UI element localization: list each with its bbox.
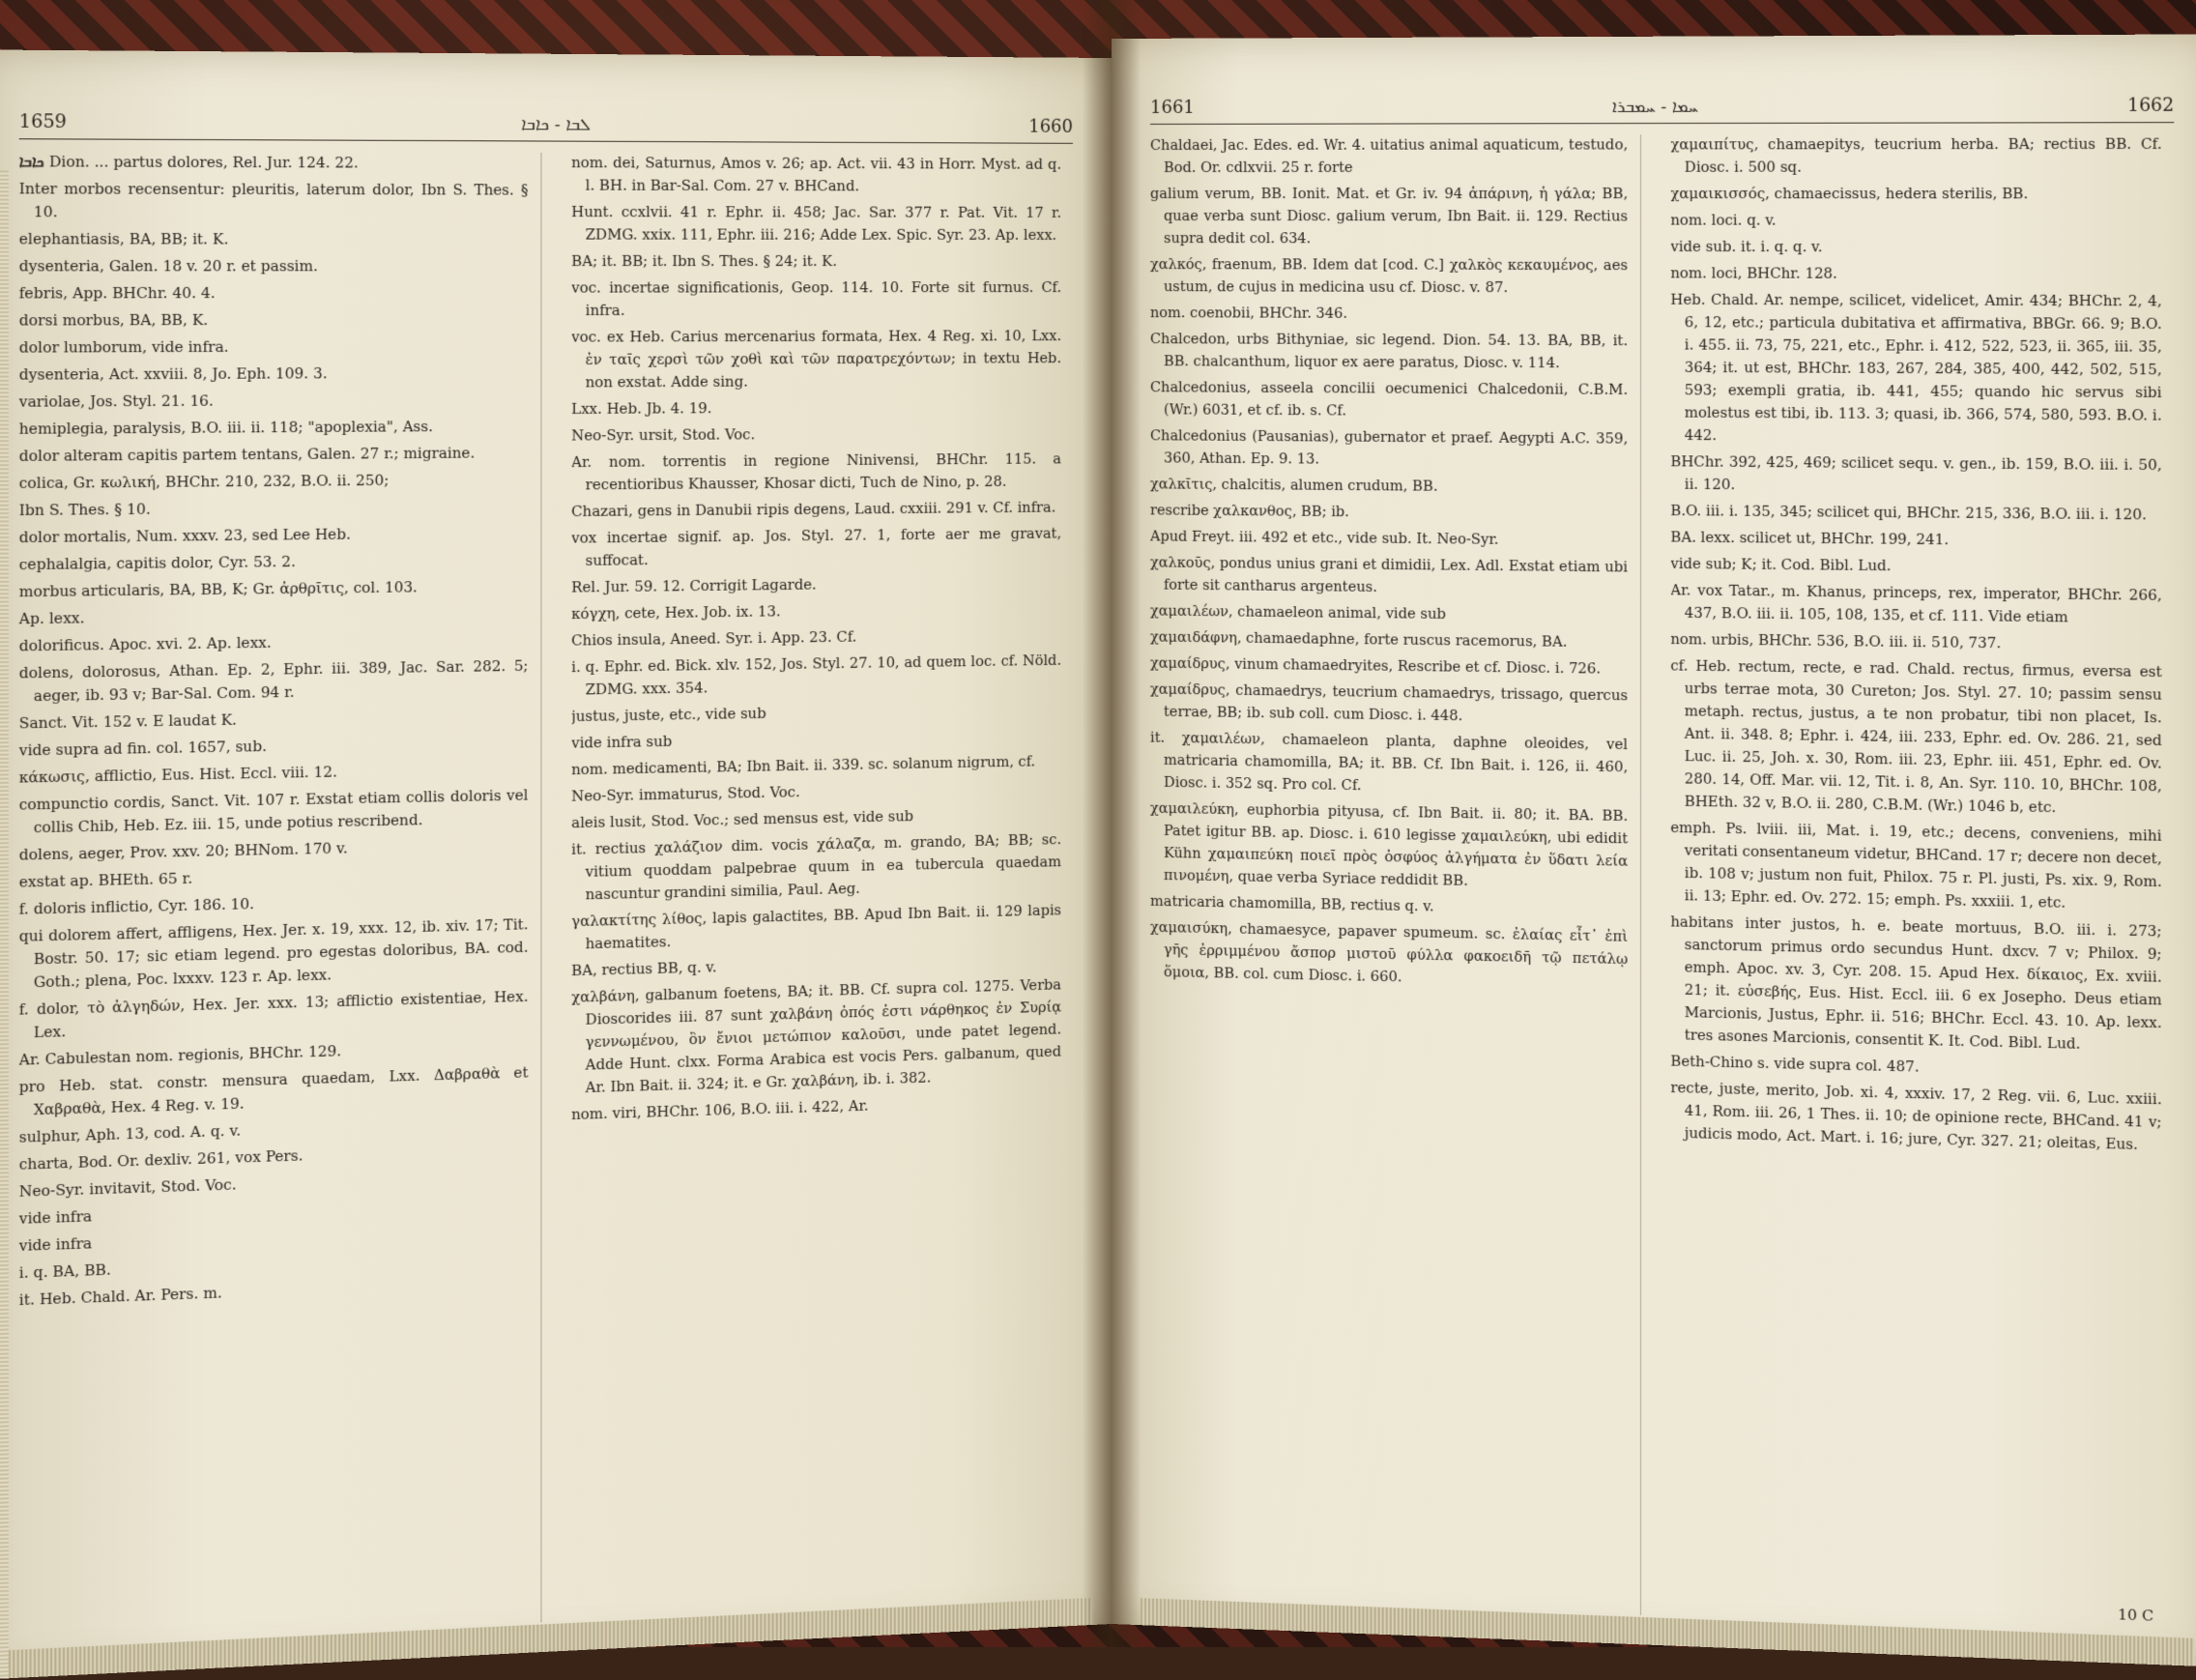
- dictionary-entry: [1150, 329, 1628, 376]
- dictionary-entry: [1670, 580, 2161, 631]
- dictionary-entry: [19, 706, 529, 737]
- dictionary-entry: [19, 282, 529, 305]
- column: [1670, 133, 2174, 1635]
- dictionary-entry: [1670, 818, 2161, 917]
- dictionary-entry: [1150, 254, 1628, 301]
- entry-text: χαμαικισσός, chamaecissus, hedera sterilis, BB.: [1670, 187, 2029, 203]
- dictionary-entry: [19, 309, 529, 333]
- dictionary-entry: [19, 987, 529, 1046]
- entry-text: Neo-Syr. immaturus, Stod. Voc.: [571, 785, 800, 805]
- entry-text: Hunt. ccxlvii. 41 r. Ephr. ii. 458; Jac. Sar. 377 r. Pat. Vit. 17 r. ZDMG. xxix. 111, Ephr. iii. 216; Adde Lex. Spic. Syr. 23. Ap. lexx.: [571, 204, 1062, 244]
- dictionary-entry: [1670, 912, 2161, 1058]
- entry-text: Inter morbos recensentur: pleuritis, laterum dolor, Ibn S. Thes. § 10.: [18, 181, 529, 221]
- dictionary-entry: [1670, 237, 2161, 260]
- entry-text: Neo-Syr. ursit, Stod. Voc.: [571, 427, 756, 445]
- column: [19, 151, 541, 1648]
- dictionary-entry: [19, 496, 529, 523]
- entry-text: Apud Freyt. iii. 492 et etc., vide sub. It. Neo-Syr.: [1149, 529, 1499, 548]
- entry-text: Sanct. Vit. 152 v. E laudat K.: [18, 712, 237, 733]
- dictionary-entry: [1670, 184, 2161, 207]
- dictionary-entry: [1150, 474, 1628, 500]
- entry-text: it. Heb. Chald. Ar. Pers. m.: [18, 1286, 222, 1310]
- entry-text: Neo-Syr. invitavit, Stod. Voc.: [18, 1177, 237, 1201]
- dictionary-entry: [1150, 134, 1628, 180]
- entry-text: justus, juste, etc., vide sub: [571, 706, 766, 726]
- dictionary-entry: [19, 732, 529, 764]
- dictionary-entry: [571, 396, 1061, 421]
- dictionary-entry: [571, 277, 1061, 323]
- page-edges: [0, 170, 9, 1680]
- dictionary-entry: [1670, 263, 2161, 287]
- entry-text: sulphur, Aph. 13, cod. A. q. v.: [18, 1123, 242, 1146]
- entry-text: febris, App. BHChr. 40. 4.: [18, 285, 216, 303]
- dictionary-entry: [571, 326, 1061, 395]
- entry-text: χαμαιπίτυς, chamaepitys, teucrium herba. BA; rectius BB. Cf. Diosc. i. 500 sq.: [1670, 136, 2162, 176]
- page-number: 1661: [1149, 97, 1195, 118]
- entry-text: vide infra: [18, 1208, 93, 1229]
- entry-text: Ar. vox Tatar., m. Khanus, princeps, rex, imperator, BHChr. 266, 437, B.O. iii. ii. 105, 108, 135, et cf. 111. Vide etiam: [1670, 583, 2162, 626]
- dictionary-entry: [1150, 600, 1628, 628]
- entry-text: Ibn S. Thes. § 10.: [18, 502, 151, 520]
- dictionary-entry: [1670, 210, 2161, 233]
- entry-text: vide infra sub: [571, 734, 673, 752]
- entry-text: nom. loci, BHChr. 128.: [1670, 266, 1837, 282]
- dictionary-entry: [19, 443, 529, 469]
- entry-text: dysenteria, Galen. 18 v. 20 r. et passim.: [18, 258, 318, 275]
- entry-text: BA; it. BB; it. Ibn S. Thes. § 24; it. K.: [571, 253, 837, 271]
- dictionary-entry: [571, 624, 1061, 653]
- entry-text: dolor mortalis, Num. xxxv. 23, sed Lee Heb.: [18, 527, 351, 547]
- entry-text: Chios insula, Aneed. Syr. i. App. 23. Cf.: [571, 629, 857, 650]
- dictionary-entry: [19, 229, 529, 252]
- entry-text: vide sub; K; it. Cod. Bibl. Lud.: [1670, 556, 1892, 575]
- entry-text: Chazari, gens in Danubii ripis degens, Laud. cxxiii. 291 v. Cf. infra.: [571, 500, 1056, 521]
- page-number: 1660: [1028, 116, 1074, 137]
- signature-mark: 10 C: [2117, 1605, 2154, 1625]
- entry-text: nom. viri, BHChr. 106, B.O. iii. i. 422, Ar.: [571, 1098, 869, 1124]
- dictionary-entry: [571, 202, 1061, 247]
- dictionary-entry: [571, 153, 1061, 199]
- entry-text: voc. ex Heb. Carius mercenarius formata, Hex. 4 Reg. xi. 10, Lxx. ἐν ταῖς χερσὶ τῶν χοθὶ καὶ τῶν παρατρεχόντων; in textu Heb. non exstat. Adde sing.: [571, 329, 1062, 391]
- entry-text: matricaria chamomilla, BB, rectius q. v.: [1149, 893, 1434, 915]
- dictionary-entry: [1150, 552, 1628, 602]
- entry-text: χαμαίδρυς, vinum chamaedryites, Rescribe et cf. Diosc. i. 726.: [1149, 655, 1602, 678]
- entry-text: χαλβάνη, galbanum foetens, BA; it. BB. Cf. supra col. 1275. Verba Dioscorides iii. 87 sunt χαλβάνη ὀπός ἐστι νάρθηκος ἐν Συρίᾳ γεννωμένου, ὃν ἔνιοι μετώπιον καλοῦσι, unde patet legend. Adde Hunt. clxx. Forma Arabica est vocis Pers. galbanum, qued Ar. Ibn Bait. ii. 324; it. e Gr. χαλβάνη, ib. i. 382.: [571, 977, 1062, 1097]
- entry-text: Dion. ... partus dolores, Rel. Jur. 124. 22.: [48, 154, 359, 172]
- entry-text: κάκωσις, afflictio, Eus. Hist. Eccl. viii. 12.: [18, 765, 337, 787]
- entry-text: dolens, dolorosus, Athan. Ep. 2, Ephr. iii. 389, Jac. Sar. 282. 5; aeger, ib. 93 v; Bar-Sal. Com. 94 r.: [18, 658, 529, 706]
- right-page-columns: [1150, 133, 2174, 1635]
- entry-text: i. q. BA, BB.: [18, 1262, 111, 1283]
- entry-text: it. rectius χαλάζιον dim. vocis χάλαζα, m. grando, BA; BB; sc. vitium quoddam palpebrae quum in ea tubercula quaedam nascuntur grandini similia, Paul. Aeg.: [571, 832, 1062, 904]
- entry-text: nom. coenobii, BHChr. 346.: [1149, 305, 1348, 322]
- dictionary-entry: [571, 651, 1061, 703]
- entry-text: galium verum, BB. Ionit. Mat. et Gr. iv. 94 ἀπάρινη, ἡ γάλα; BB, quae verba sunt Diosc. galium verum, Ibn Bait. ii. 129. Rectius supra dedit col. 634.: [1149, 187, 1629, 247]
- entry-text: dolorificus. Apoc. xvi. 2. Ap. lexx.: [18, 635, 272, 655]
- dictionary-entry: [19, 416, 529, 442]
- column: [571, 153, 1073, 1621]
- entry-text: κόγχη, cete, Hex. Job. ix. 13.: [571, 604, 781, 623]
- dictionary-entry: [1670, 554, 2161, 582]
- entry-text: nom. medicamenti, BA; Ibn Bait. ii. 339. sc. solanum nigrum, cf.: [571, 754, 1036, 779]
- entry-text: emph. Ps. lviii. iii, Mat. i. 19, etc.; decens, conveniens, mihi veritati consentaneum videtur, BHCand. 17 r; decere non decet, ib. 108 v; justum non fuit, Philox. 75 r. Pl. justi, Ps. xix. 9, Rom. ii. 13; Ephr. ed. Ov. 272. 15; emph. Ps. xxxiii. 1, etc.: [1670, 820, 2162, 912]
- left-page-header: [19, 99, 1073, 144]
- entry-text: Ar. nom. torrentis in regione Ninivensi, BHChr. 115. a recentioribus Khausser, Khosar dicti, Tuch de Nino, p. 28.: [571, 451, 1062, 494]
- entry-text: f. dolor, τὸ ἀλγηδών, Hex. Jer. xxx. 13; afflictio existentiae, Hex. Lex.: [18, 989, 529, 1042]
- dictionary-entry: [571, 497, 1061, 524]
- dictionary-entry: [1150, 303, 1628, 327]
- dictionary-entry: [19, 362, 529, 388]
- entry-text: it. χαμαιλέων, chamaeleon planta, daphne oleoides, vel matricaria chamomilla, BA; it. BB. Cf. Ibn Bait. i. 126, ii. 460, Diosc. i. 352 sq. Pro col. Cf.: [1149, 730, 1629, 795]
- entry-text: B.O. iii. i. 135, 345; scilicet qui, BHChr. 215, 336, B.O. iii. i. 120.: [1670, 503, 2147, 524]
- entry-text: BHChr. 392, 425, 469; scilicet sequ. v. gen., ib. 159, B.O. iii. i. 50, ii. 120.: [1670, 454, 2162, 494]
- entry-text: χαμαισύκη, chamaesyce, papaver spumeum. sc. ἐλαίας εἶτ᾽ ἐπὶ γῆς ἐρριμμένου ἄσπορ μιστοῦ φύλλα φακοειδῆ τῷ πετάλῳ ὅμοια, BB. col. cum Diosc. i. 660.: [1149, 919, 1629, 986]
- entry-text: χαμαιλεύκη, euphorbia pityusa, cf. Ibn Bait. ii. 80; it. BA. BB. Patet igitur BB. ap. Diosc. i. 610 legisse χαμαιλεύκη, ubi edidit Kühn χαμαιπεύκη ποιεῖ πρὸς ὀσφύος ἀλγήματα ἐν ὕδατι λεία πινομένη, quae verba Syriace reddidit BB.: [1149, 800, 1629, 889]
- entry-text: dolor alteram capitis partem tentans, Galen. 27 r.; migraine.: [18, 446, 476, 466]
- dictionary-entry: [1670, 133, 2161, 179]
- entry-text: χαμαίδρυς, chamaedrys, teucrium chamaedrys, trissago, quercus terrae, BB; ib. sub coll. cum Diosc. i. 448.: [1149, 681, 1629, 725]
- dictionary-entry: [1670, 290, 2161, 451]
- dictionary-entry: [19, 785, 529, 841]
- entry-text: elephantiasis, BA, BB; it. K.: [18, 231, 229, 248]
- dictionary-entry: [1150, 728, 1628, 802]
- dictionary-entry: [19, 151, 529, 177]
- dictionary-entry: [1670, 501, 2161, 528]
- left-page: [0, 49, 1112, 1679]
- dictionary-entry: [19, 469, 529, 496]
- right-page: [1112, 34, 2196, 1666]
- page-number: 1659: [18, 111, 67, 133]
- entry-text: Beth-Chino s. vide supra col. 487.: [1670, 1054, 1920, 1076]
- right-page-header: [1150, 82, 2174, 125]
- entry-text: BA, rectius BB, q. v.: [571, 960, 717, 980]
- dictionary-entry: [1150, 184, 1628, 251]
- entry-text: Heb. Chald. Ar. nempe, scilicet, videlicet, Amir. 434; BHChr. 2, 4, 6, 12, etc.; particula dubitativa et affirmativa, BBGr. 66. 9; B.O. i. 455. ii. 73, 75, 221, etc., Ephr. i. 412, 522, 523, ii. 365, iii. 35, 364; it. ut est, BHChr. 183, 267, 284, 385, 400, 442, 502, 515, 593; exempli gratia, ib. 441, 455; quando hic servus sibi molestus est tibi, ib. 113. 3; quasi, ib. 366, 574, 580, 593. B.O. i. 442.: [1670, 292, 2162, 445]
- dictionary-entry: [1150, 653, 1628, 682]
- entry-text: Chaldaei, Jac. Edes. ed. Wr. 4. uitatius animal aquaticum, testudo, Bod. Or. cdlxvii. 25 r. forte: [1149, 137, 1629, 176]
- entry-text: nom. dei, Saturnus, Amos v. 26; ap. Act. vii. 43 in Horr. Myst. ad q. l. BH. in Bar-Sal. Com. 27 v. BHCand.: [571, 155, 1062, 195]
- dictionary-entry: [1670, 1078, 2161, 1158]
- entry-text: recte, juste, merito, Job. xi. 4, xxxiv. 17, 2 Reg. vii. 6, Luc. xxiii. 41, Rom. iii. 26, 1 Thes. ii. 10; de opinione recte, BHCand. 41 v; judicis modo, Act. Mart. i. 16; jure, Cyr. 327. 21; oleitas, Eus.: [1670, 1080, 2162, 1154]
- entry-text: Chalcedonius (Pausanias), gubernator et praef. Aegypti A.C. 359, 360, Athan. Ep. 9. 13.: [1149, 428, 1629, 468]
- entry-text: dysenteria, Act. xxviii. 8, Jo. Eph. 109. 3.: [18, 366, 328, 384]
- entry-text: vox incertae signif. ap. Jos. Styl. 27. 1, forte aer me gravat, suffocat.: [571, 526, 1062, 569]
- entry-text: morbus articularis, BA, BB, K; Gr. ἀρθρῖτις, col. 103.: [18, 580, 418, 601]
- entry-text: Ap. lexx.: [18, 610, 85, 628]
- dictionary-entry: [19, 602, 529, 631]
- dictionary-entry: [1670, 451, 2161, 501]
- dictionary-entry: [571, 699, 1061, 729]
- left-page-columns: [19, 151, 1073, 1648]
- dictionary-entry: [19, 179, 529, 225]
- entry-text: Ar. Cabulestan nom. regionis, BHChr. 129.: [18, 1043, 342, 1069]
- dictionary-entry: [571, 598, 1061, 627]
- entry-text: Chalcedonius, asseela concilii oecumenici Chalcedonii, C.B.M. (Wr.) 6031, et cf. ib. s. Cf.: [1149, 380, 1629, 420]
- dictionary-entry: [19, 576, 529, 605]
- dictionary-entry: [19, 629, 529, 659]
- entry-text: Chalcedon, urbs Bithyniae, sic legend. Dion. 54. 13. BA, BB, it. BB. chalcanthum, liquor ex aere paratus, Diosc. v. 114.: [1149, 332, 1629, 372]
- dictionary-entry: [571, 974, 1061, 1100]
- dictionary-entry: [571, 572, 1061, 600]
- entry-text: vide sub. it. i. q. q. v.: [1670, 239, 1823, 256]
- entry-headword: ܟܐܒܐ: [18, 153, 49, 171]
- entry-text: charta, Bod. Or. dexliv. 261, vox Pers.: [18, 1148, 303, 1173]
- book-spine: [1083, 0, 1141, 1647]
- dictionary-entry: [1670, 527, 2161, 554]
- dictionary-entry: [19, 523, 529, 551]
- entry-text: variolae, Jos. Styl. 21. 16.: [18, 393, 214, 411]
- dictionary-entry: [571, 900, 1061, 957]
- column: [1150, 134, 1641, 1615]
- entry-text: f. doloris inflictio, Cyr. 186. 10.: [18, 896, 255, 918]
- entry-text: pro Heb. stat. constr. mensura quaedam, Lxx. Δαβραθὰ et Χαβραθὰ, Hex. 4 Reg. v. 19.: [18, 1065, 529, 1119]
- entry-text: cf. Heb. rectum, recte, e rad. Chald. rectus, firmus, eversa est urbs terrae mota, 30 Cureton; Jos. Styl. 27. 10; passim sensu metaph. rectus, justus, a te non probatur, tibi non placet, Is. Ant. ii. 348. 8; Ephr. i. 424, iii. 233, Ephr. ed. Ov. 286. 21, sed Luc. ii. 25, Joh. x. 30, Rom. iii. 23, Ephr. iii. 451, Ephr. ed. Ov. 280. 14, Off. Mar. vii. 12, Tit. i. 8, An. Syr. 110. 10, BHChr. 108, BHEth. 32 v, B.O. ii. 280, C.B.M. (Wr.) 1046 b, etc.: [1670, 658, 2162, 817]
- entry-text: dolor lumborum, vide infra.: [18, 339, 229, 357]
- dictionary-entry: [571, 422, 1061, 448]
- entry-text: qui dolorem affert, affligens, Hex. Jer. x. 19, xxx. 12, ib. xiv. 17; Tit. Bostr. 50. 17; sic etiam legend. pro egestas doloribus, BA. cod. Goth.; plena, Poc. lxxxv. 123 r. Ap. lexx.: [18, 917, 529, 992]
- entry-text: χαλκοῦς, pondus unius grani et dimidii, Lex. Adl. Exstat etiam ubi forte sit cantharus argenteus.: [1149, 555, 1629, 596]
- entry-text: compunctio cordis, Sanct. Vit. 107 r. Exstat etiam collis doloris vel collis Chib, Heb. Ez. iii. 15, unde potius rescribend.: [18, 788, 529, 837]
- entry-text: rescribe χαλκανθος, BB; ib.: [1149, 503, 1349, 521]
- dictionary-entry: [1150, 425, 1628, 474]
- dictionary-entry: [19, 390, 529, 415]
- running-title: ܚܡܐ - ܚܡܒܪܐ: [1611, 97, 1698, 118]
- dictionary-entry: [571, 829, 1061, 908]
- dictionary-entry: [1150, 377, 1628, 424]
- entry-text: χαμαιδάφνη, chamaedaphne, forte ruscus racemorus, BA.: [1149, 629, 1568, 651]
- entry-text: i. q. Ephr. ed. Bick. xlv. 152, Jos. Styl. 27. 10, ad quem loc. cf. Nöld. ZDMG. xxx. 354.: [571, 652, 1062, 699]
- page-number: 1662: [2126, 95, 2175, 117]
- dictionary-entry: [19, 549, 529, 577]
- entry-text: χαλκῖτις, chalcitis, alumen crudum, BB.: [1149, 477, 1438, 495]
- entry-text: γαλακτίτης λίθος, lapis galactites, BB. Apud Ibn Bait. ii. 129 lapis haematites.: [571, 903, 1062, 953]
- entry-text: Rel. Jur. 59. 12. Corrigit Lagarde.: [571, 577, 817, 596]
- entry-text: colica, Gr. κωλική, BHChr. 210, 232, B.O. ii. 250;: [18, 473, 390, 493]
- dictionary-entry: [1670, 655, 2161, 822]
- entry-text: voc. incertae significationis, Geop. 114. 10. Forte sit furnus. Cf. infra.: [571, 280, 1062, 320]
- dictionary-entry: [1150, 526, 1628, 553]
- entry-text: hemiplegia, paralysis, B.O. iii. ii. 118; "apoplexia", Ass.: [18, 419, 433, 438]
- dictionary-entry: [1150, 500, 1628, 527]
- entry-text: nom. loci. q. v.: [1670, 213, 1777, 229]
- entry-text: dorsi morbus, BA, BB, K.: [18, 312, 209, 330]
- entry-text: dolens, aeger, Prov. xxv. 20; BHNom. 170 v.: [18, 841, 348, 864]
- dictionary-entry: [571, 449, 1061, 497]
- dictionary-entry: [571, 725, 1061, 756]
- entry-text: cephalalgia, capitis dolor, Cyr. 53. 2.: [18, 554, 296, 574]
- dictionary-entry: [1150, 917, 1628, 995]
- dictionary-entry: [1670, 629, 2161, 658]
- dictionary-entry: [19, 256, 529, 279]
- entry-text: χαμαιλέων, chamaeleon animal, vide sub: [1149, 603, 1446, 623]
- entry-text: exstat ap. BHEth. 65 r.: [18, 871, 193, 891]
- dictionary-entry: [19, 655, 529, 709]
- entry-text: habitans inter justos, h. e. beate mortuus, B.O. iii. i. 273; sanctorum primus ordo secundus Hunt. dxcv. 7 v; Philox. 9; emph. Apoc. xv. 3, Cyr. 208. 15. Apud Hex. δίκαιος, Ex. xviii. 21; it. εὐσεβής, Eus. Hist. Eccl. iii. 6 ex Josepho. Deus etiam Marcionis, Justus, Ephr. ii. 516; BHChr. Eccl. 43. 10. Ap. lexx. tres asones Marcionis, consentit K. It. Cod. Bibl. Lud.: [1670, 914, 2162, 1053]
- dictionary-entry: [19, 336, 529, 361]
- entry-text: Lxx. Heb. Jb. 4. 19.: [571, 401, 712, 419]
- entry-text: χαλκός, fraenum, BB. Idem dat [cod. C.] χαλκὸς κεκαυμένος, aes ustum, de cujus in medicina usu cf. Diosc. v. 87.: [1149, 257, 1629, 297]
- dictionary-entry: [1150, 680, 1628, 731]
- dictionary-entry: [571, 523, 1061, 573]
- entry-text: vide infra: [18, 1235, 93, 1256]
- entry-text: nom. urbis, BHChr. 536, B.O. iii. ii. 510, 737.: [1670, 631, 2002, 652]
- entry-text: BA. lexx. scilicet ut, BHChr. 199, 241.: [1670, 530, 1950, 549]
- dictionary-entry: [19, 914, 529, 996]
- entry-text: vide supra ad fin. col. 1657, sub.: [18, 739, 267, 760]
- dictionary-entry: [571, 251, 1061, 274]
- running-title: ܠܒܐ - ܟܐܒܐ: [521, 114, 591, 135]
- dictionary-entry: [1150, 798, 1628, 896]
- entry-text: aleis lusit, Stod. Voc.; sed mensus est, vide sub: [571, 809, 914, 832]
- dictionary-entry: [1150, 626, 1628, 654]
